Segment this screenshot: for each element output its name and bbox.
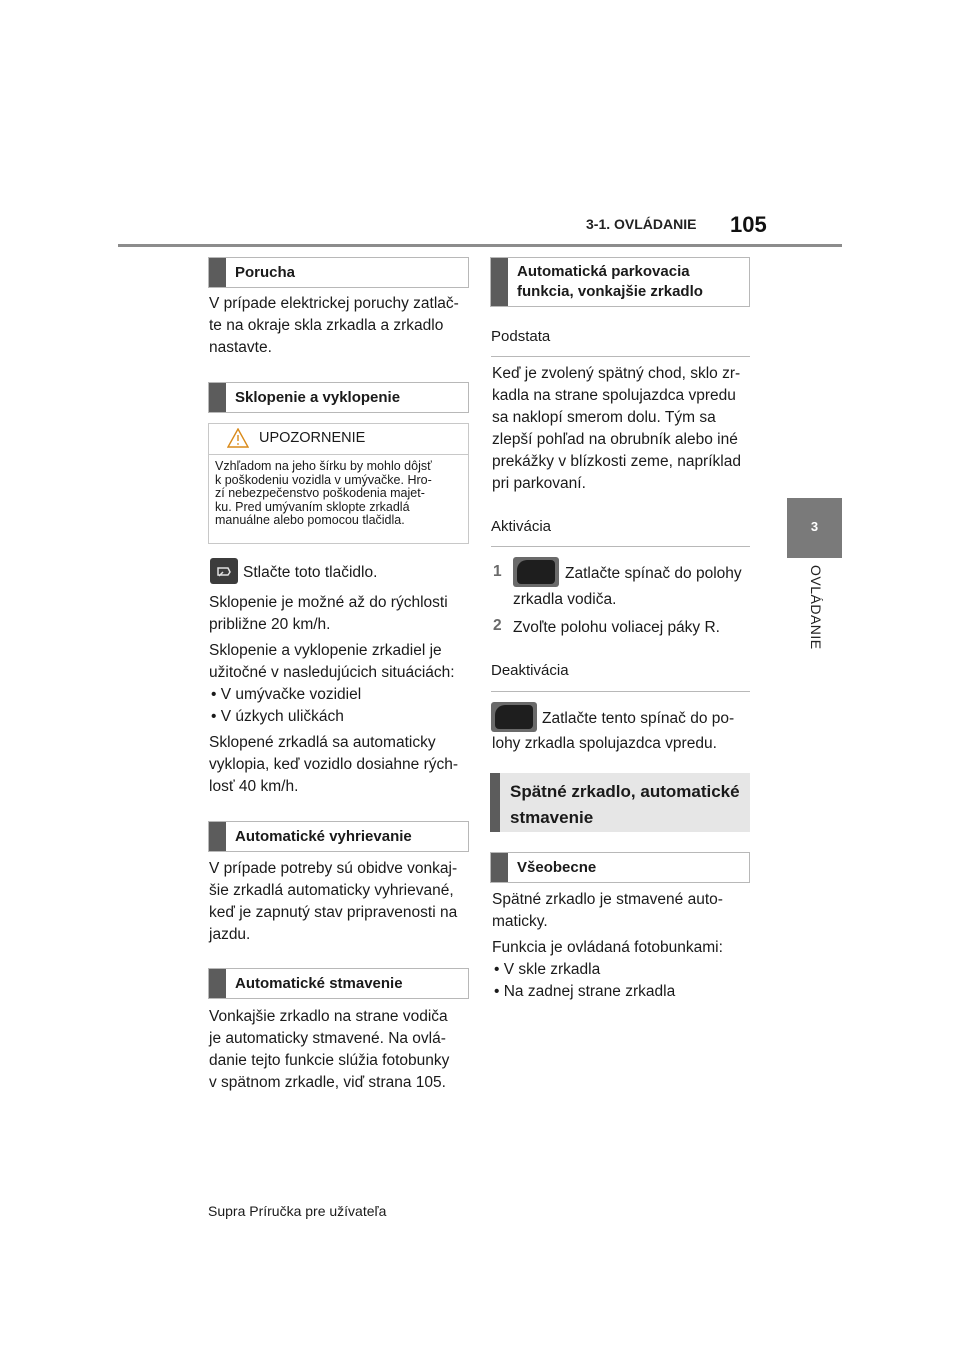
podstata-line-5: prekážky v blízkosti zeme, napríklad	[492, 453, 741, 470]
section-title: 3-1. OVLÁDANIE	[586, 216, 697, 232]
porucha-line-1: V prípade elektrickej poruchy zatlač-	[209, 295, 459, 312]
auto-line-2: vyklopia, keď vozidlo dosiahne rých-	[209, 756, 459, 773]
heading-porucha: Porucha	[208, 257, 469, 288]
heating-line-2: šie zrkadlá automaticky vyhrievané,	[209, 882, 454, 899]
heading-bar	[491, 258, 508, 306]
deactivation-line-2: lohy zrkadla spolujazdca vpredu.	[492, 735, 717, 752]
bullet-item: • V úzkych uličkách	[211, 708, 344, 725]
auto-line-1: Sklopené zrkadlá sa automaticky	[209, 734, 436, 751]
step1-line-2: zrkadla vodiča.	[513, 591, 617, 608]
heating-line-3: keď je zapnutý stav pripravenosti na	[209, 904, 458, 921]
heading-stmavenie: Automatické stmavenie	[208, 968, 469, 999]
porucha-line-2: te na okraje skla zrkadla a zrkadlo	[209, 317, 444, 334]
heading-bar	[490, 773, 500, 832]
chapter-tab: 3	[787, 498, 842, 558]
fold-mirror-button-icon	[210, 558, 238, 584]
heading-sklopenie: Sklopenie a vyklopenie	[208, 382, 469, 413]
auto-line-3: losť 40 km/h.	[209, 778, 299, 795]
speed-line-2: približne 20 km/h.	[209, 616, 331, 633]
podstata-line-1: Keď je zvolený spätný chod, sklo zr-	[492, 365, 741, 382]
podstata-line-4: zlepší pohľad na obrubník alebo iné	[492, 431, 738, 448]
useful-line-2: užitočné v nasledujúcich situáciách:	[209, 664, 455, 681]
heating-line-1: V prípade potreby sú obidve vonkaj-	[209, 860, 458, 877]
photocell-text: Funkcia je ovládaná fotobunkami:	[492, 939, 723, 956]
subheading-aktivacia: Aktivácia	[491, 518, 750, 547]
warning-divider	[209, 454, 468, 455]
warning-triangle-icon	[227, 428, 249, 448]
heading-bar	[209, 822, 226, 851]
heading-bar	[209, 258, 226, 287]
heading-vseobecne: Všeobecne	[490, 852, 750, 883]
heading-bar	[491, 853, 508, 882]
heading-bar	[209, 969, 226, 998]
mirror-switch-icon	[491, 702, 537, 732]
footer-text: Supra Príručka pre užívateľa	[208, 1203, 387, 1219]
podstata-line-2: kadla na strane spolujazdca vpredu	[492, 387, 736, 404]
step-number: 1	[493, 563, 502, 580]
dimming-line-2: je automaticky stmavené. Na ovlá-	[209, 1030, 446, 1047]
chapter-label: OVLÁDANIE	[808, 565, 824, 650]
heading-rearview-mirror: Spätné zrkadlo, automatické stmavenie	[490, 773, 750, 832]
porucha-line-3: nastavte.	[209, 339, 272, 356]
subheading-podstata: Podstata	[491, 328, 750, 357]
warning-text: Vzhľadom na jeho šírku by mohlo dôjsť k poškodeniu vozidla v umývačke. Hro- zí nebezpečenstvo poškodenia majet- ku. Pred umývaním sklopte zrkadlá manuálne alebo pomocou tlačidla.	[215, 459, 432, 527]
subheading-deaktivacia: Deaktivácia	[491, 662, 750, 692]
mirror-switch-icon	[513, 557, 559, 587]
podstata-line-6: pri parkovaní.	[492, 475, 586, 492]
speed-line-1: Sklopenie je možné až do rýchlosti	[209, 594, 448, 611]
header-divider	[118, 244, 842, 247]
warning-title: UPOZORNENIE	[259, 430, 366, 446]
step2-text: Zvoľte polohu voliacej páky R.	[513, 619, 720, 636]
useful-line-1: Sklopenie a vyklopenie zrkadiel je	[209, 642, 442, 659]
podstata-line-3: sa naklopí smerom dolu. Tým sa	[492, 409, 716, 426]
bullet-item: • V umývačke vozidiel	[211, 686, 362, 703]
heating-line-4: jazdu.	[209, 926, 251, 943]
dimming-line-1: Vonkajšie zrkadlo na strane vodiča	[209, 1008, 448, 1025]
step1-line-1: Zatlačte spínač do polohy	[565, 565, 742, 582]
rearview-line-2: maticky.	[492, 913, 548, 930]
step-number: 2	[493, 617, 502, 634]
heading-bar	[209, 383, 226, 412]
heading-parking-function: Automatická parkovacia funkcia, vonkajšie zrkadlo	[490, 257, 750, 307]
press-button-text: Stlačte toto tlačidlo.	[243, 564, 378, 581]
page-number: 105	[730, 212, 767, 237]
heading-vyhrievanie: Automatické vyhrievanie	[208, 821, 469, 852]
dimming-line-3: danie tejto funkcie slúžia fotobunky	[209, 1052, 450, 1069]
bullet-item: • Na zadnej strane zrkadla	[494, 983, 676, 1000]
warning-box	[208, 423, 469, 544]
deactivation-line-1: Zatlačte tento spínač do po-	[542, 710, 735, 727]
bullet-item: • V skle zrkadla	[494, 961, 601, 978]
dimming-line-4: v spätnom zrkadle, viď strana 105.	[209, 1074, 446, 1091]
rearview-line-1: Spätné zrkadlo je stmavené auto-	[492, 891, 723, 908]
